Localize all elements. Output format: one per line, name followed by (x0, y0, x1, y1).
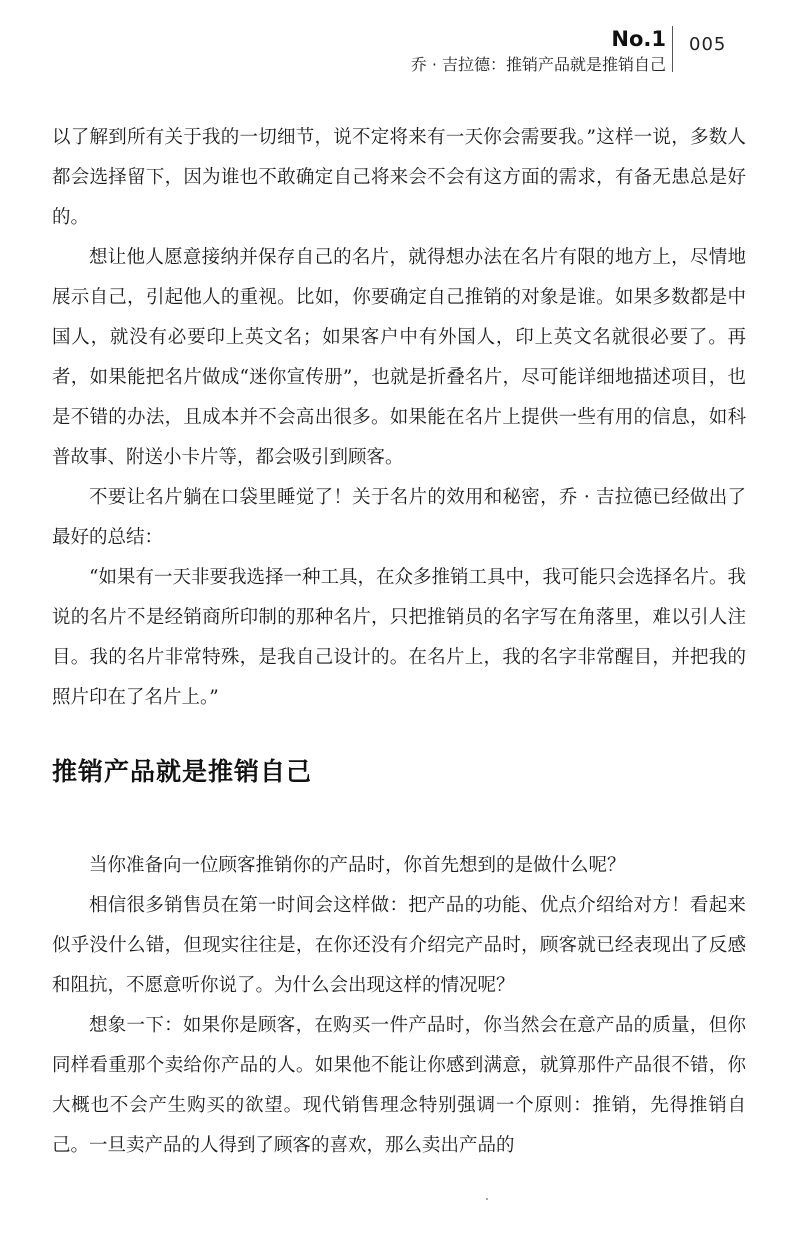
paragraph: 想让他人愿意接纳并保存自己的名片，就得想办法在名片有限的地方上，尽情地展示自己，引起他人的重视。比如，你要确定自己推销的对象是谁。如果多数都是中国人，就没有必要印上英文名；如果客户中有外国人，印上英文名就很必要了。再者，如果能把名片做成“迷你宣传册”，也就是折叠名片，尽可能详细地描述项目，也是不错的办法，且成本并不会高出很多。如果能在名片上提供一些有用的信息，如科普故事、附送小卡片等，都会吸引到顾客。 (52, 247, 746, 468)
chapter-number: No.1 (611, 27, 666, 51)
header-divider (672, 26, 673, 72)
page-number: 005 (689, 34, 727, 55)
paragraph: 当你准备向一位顾客推销你的产品时，你首先想到的是做什么呢？ (89, 855, 626, 876)
quote-paragraph: “如果有一天非要我选择一种工具，在众多推销工具中，我可能只会选择名片。我说的名片不是经销商所印制的那种名片，只把推销员的名字写在角落里，难以引人注目。我的名片非常特殊，是我自己设计的。在名片上，我的名字非常醒目，并把我的照片印在了名片上。” (52, 567, 746, 708)
print-speck (486, 1198, 488, 1200)
running-header (411, 26, 666, 76)
paragraph: 不要让名片躺在口袋里睡觉了！关于名片的效用和秘密，乔 · 吉拉德已经做出了最好的总结： (52, 487, 746, 548)
paragraph: 以了解到所有关于我的一切细节，说不定将来有一天你会需要我。”这样一说，多数人都会选择留下，因为谁也不敢确定自己将来会不会有这方面的需求，有备无患总是好的。 (52, 127, 746, 228)
body-text-section (52, 846, 746, 1166)
body-text-top (52, 118, 746, 718)
paragraph: 相信很多销售员在第一时间会这样做：把产品的功能、优点介绍给对方！看起来似乎没什么错，但现实往往是，在你还没有介绍完产品时，顾客就已经表现出了反感和阻抗，不愿意听你说了。为什么会出现这样的情况呢？ (52, 895, 746, 996)
running-title: 乔 · 吉拉德：推销产品就是推销自己 (410, 55, 666, 74)
section-heading: 推销产品就是推销自己 (52, 757, 313, 786)
paragraph: 想象一下：如果你是顾客，在购买一件产品时，你当然会在意产品的质量，但你同样看重那个卖给你产品的人。如果他不能让你感到满意，就算那件产品很不错，你大概也不会产生购买的欲望。现代销售理念特别强调一个原则：推销，先得推销自己。一旦卖产品的人得到了顾客的喜欢，那么卖出产品的 (52, 1015, 746, 1156)
